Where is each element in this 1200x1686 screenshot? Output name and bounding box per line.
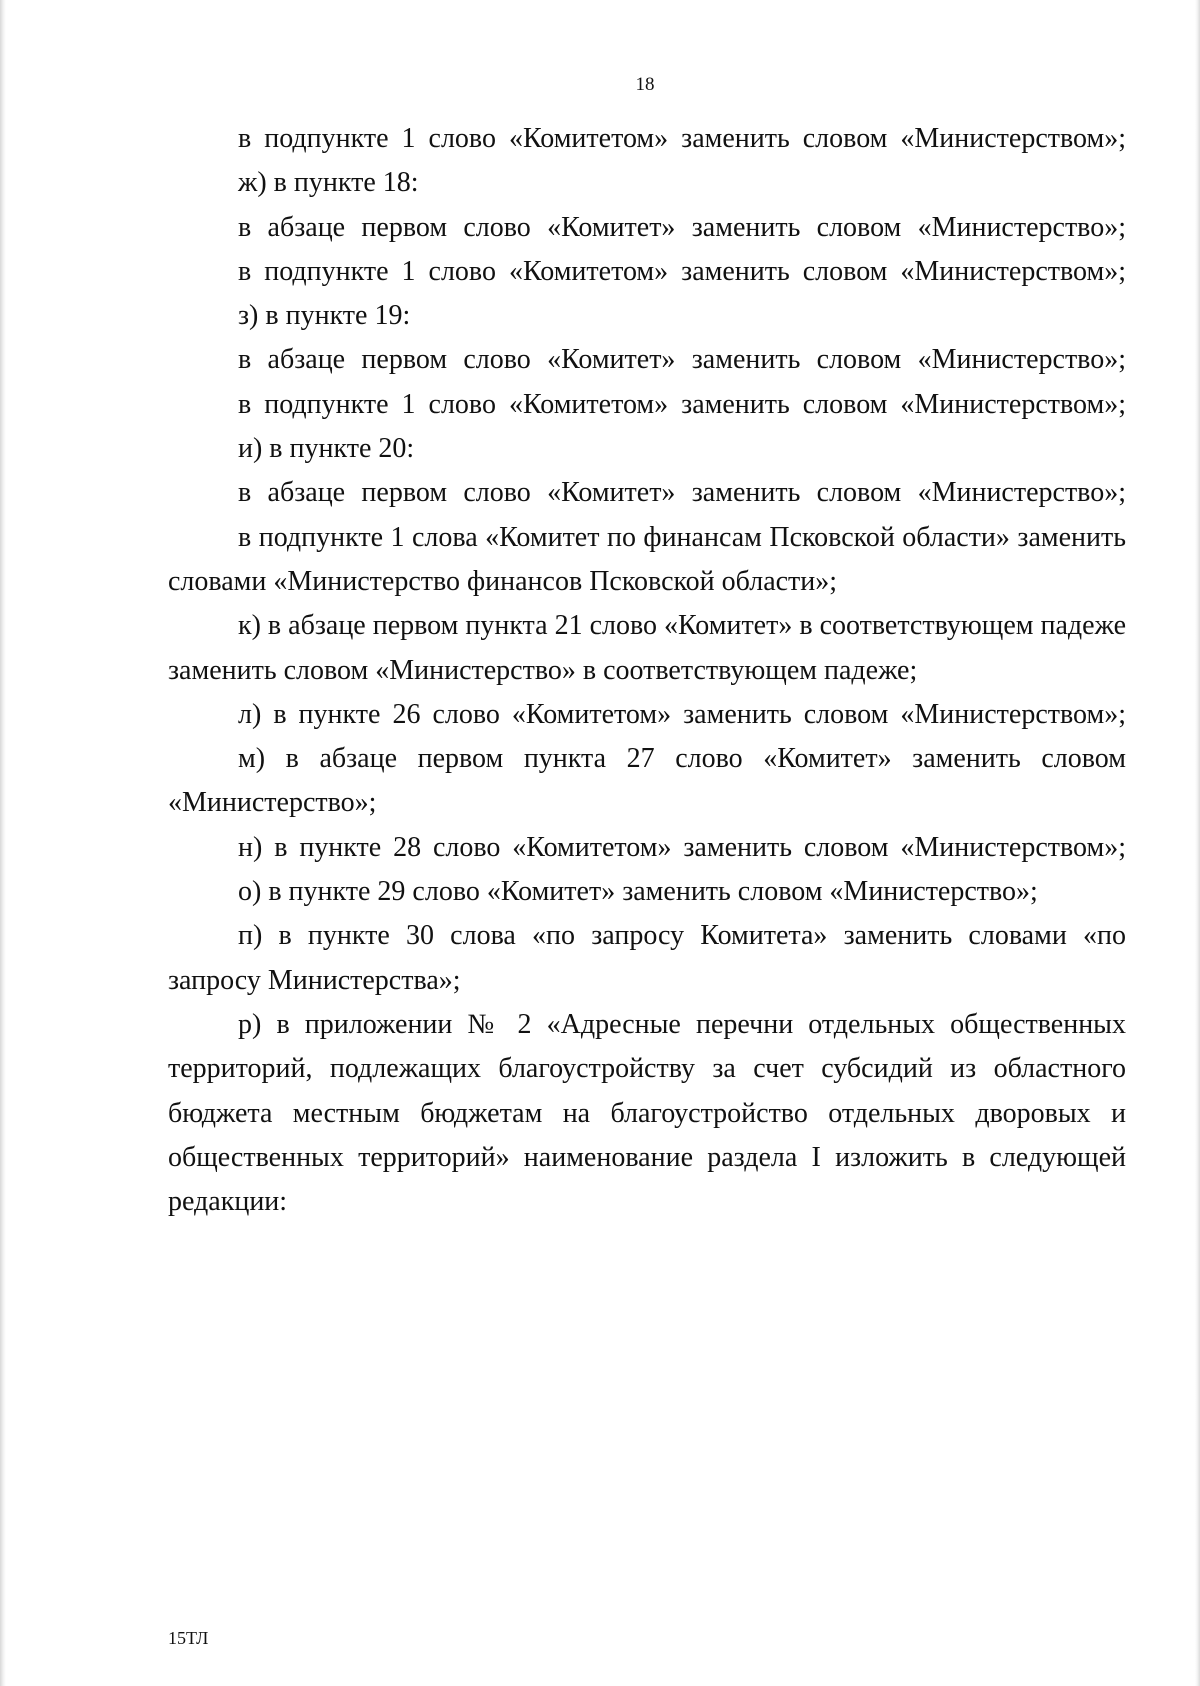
paragraph: в абзаце первом слово «Комитет» заменить словом «Министерство»; [238,211,1126,243]
page-number: 18 [635,74,655,95]
paragraph: к) в абзаце первом пункта 21 слово «Комитет» в соответствующем падеже заменить словом «Министерство» в соответствующем падеже; [168,610,1127,686]
paragraph: м) в абзаце первом пункта 27 слово «Комитет» заменить словом «Министерство»; [168,743,1126,819]
paragraph: п) в пункте 30 слова «по запросу Комитета» заменить словами «по запросу Министерства»; [168,920,1126,996]
scan-edge-right [1195,0,1200,1686]
paragraph: л) в пункте 26 слово «Комитетом» заменить словом «Министерством»; [238,698,1126,730]
paragraph-heading: з) в пункте 19: [238,300,411,332]
paragraph: в подпункте 1 слово «Комитетом» заменить словом «Министерством»; [238,255,1126,287]
paragraph-heading: и) в пункте 20: [238,433,415,465]
paragraph: в подпункте 1 слово «Комитетом» заменить словом «Министерством»; [238,123,1126,154]
paragraph-heading: ж) в пункте 18: [238,167,419,199]
document-body [168,117,1126,1224]
paragraph: в подпункте 1 слово «Комитетом» заменить словом «Министерством»; [238,388,1126,420]
paragraph: в абзаце первом слово «Комитет» заменить словом «Министерство»; [238,477,1126,509]
paragraph: в подпункте 1 слова «Комитет по финансам Псковской области» заменить словами «Министерство финансов Псковской области»; [168,521,1126,597]
paragraph: н) в пункте 28 слово «Комитетом» заменить словом «Министерством»; [238,831,1127,863]
paragraph: о) в пункте 29 слово «Комитет» заменить словом «Министерство»; [238,876,1038,908]
footer-document-code: 15ТЛ [168,1628,209,1648]
paragraph: р) в приложении № 2 «Адресные перечни отдельных общественных территорий, подлежащих благоустройству за счет субсидий из областного бюджета местным бюджетам на благоустройство отдельных дворовых и общественных территорий» наименование раздела I изложить в следующей редакции: [168,1008,1126,1218]
scan-edge-left [0,0,6,1686]
paragraph: в абзаце первом слово «Комитет» заменить словом «Министерство»; [238,344,1126,376]
